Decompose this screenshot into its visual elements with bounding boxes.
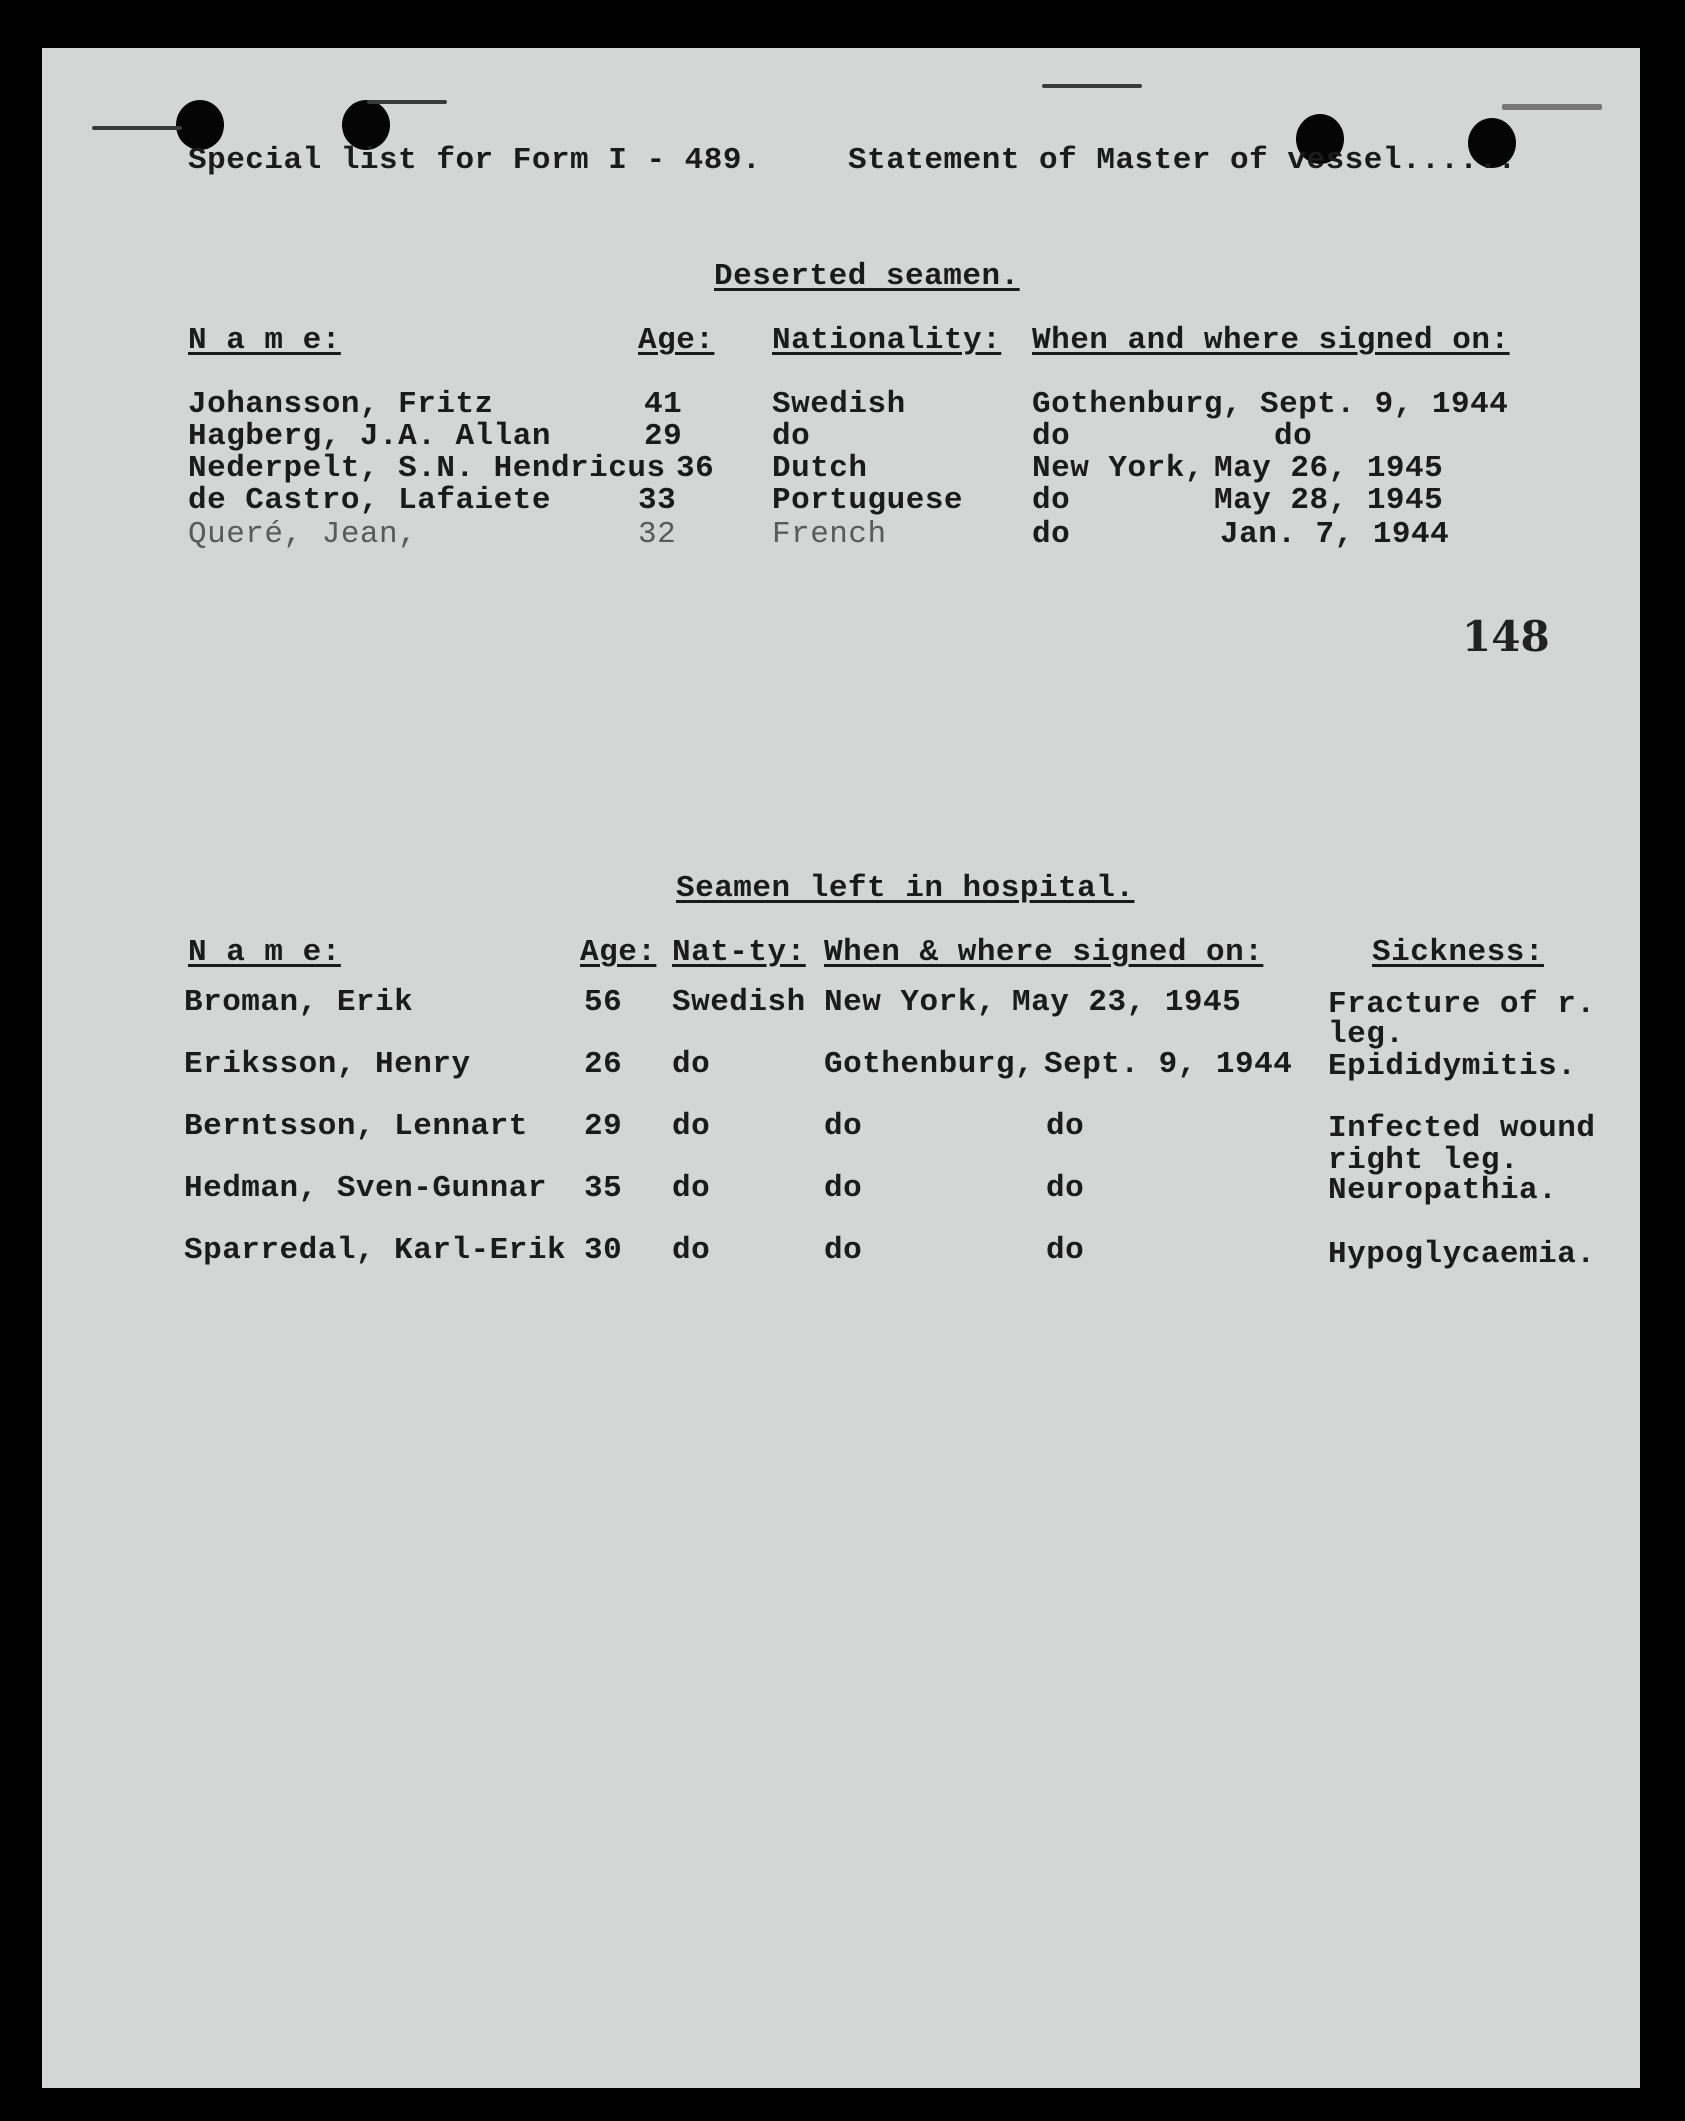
age-cell: 29 (644, 419, 683, 454)
place-cell: do (1032, 483, 1071, 518)
name-cell: de Castro, Lafaiete (188, 483, 551, 518)
age-cell: 29 (584, 1109, 623, 1144)
document-page (42, 48, 1640, 2088)
nationality-cell: Dutch (772, 451, 868, 486)
age-cell: 33 (638, 483, 677, 518)
smudge-mark (367, 100, 447, 104)
nationality-cell: do (672, 1047, 711, 1082)
age-cell: 32 (638, 517, 677, 552)
nationality-cell: do (672, 1109, 711, 1144)
age-cell: 56 (584, 985, 623, 1020)
deserted-title: Deserted seamen. (714, 259, 1020, 294)
nationality-cell: Portuguese (772, 483, 964, 518)
hospital-title: Seamen left in hospital. (676, 871, 1135, 906)
date-cell: Jan. 7, 1944 (1220, 517, 1450, 552)
sickness-cell: Epididymitis. (1328, 1049, 1577, 1084)
age-cell: 26 (584, 1047, 623, 1082)
name-cell: Nederpelt, S.N. Hendricus (188, 451, 666, 486)
date-cell: do (1046, 1233, 1085, 1268)
nationality-cell: Swedish (772, 387, 906, 422)
name-cell: Hedman, Sven-Gunnar (184, 1171, 547, 1206)
sickness-cell: Infected wound (1328, 1111, 1596, 1146)
place-cell: do (1032, 419, 1071, 454)
name-cell: Sparredal, Karl-Erik (184, 1233, 567, 1268)
date-cell: May 23, 1945 (1012, 985, 1242, 1020)
name-cell: Berntsson, Lennart (184, 1109, 528, 1144)
col-signed-on: When & where signed on: (824, 935, 1264, 970)
sickness-cell-cont: leg. (1328, 1017, 1405, 1052)
name-cell: Broman, Erik (184, 985, 414, 1020)
place-cell: do (824, 1233, 863, 1268)
date-cell: do (1274, 419, 1313, 454)
header-form-ref: Special list for Form I - 489. (188, 143, 762, 178)
nationality-cell: French (772, 517, 887, 552)
smudge-mark (1502, 104, 1602, 110)
col-signed-on: When and where signed on: (1032, 323, 1510, 358)
date-cell: do (1046, 1171, 1085, 1206)
smudge-mark (92, 126, 182, 130)
col-sickness: Sickness: (1372, 935, 1544, 970)
nationality-cell: do (672, 1171, 711, 1206)
place-cell: Gothenburg, (824, 1047, 1035, 1082)
age-cell: 36 (676, 451, 715, 486)
date-cell: Sept. 9, 1944 (1044, 1047, 1293, 1082)
header-statement: Statement of Master of vessel...... (848, 143, 1517, 178)
col-age: Age: (638, 323, 715, 358)
col-name: N a m e: (188, 935, 341, 970)
sickness-cell-cont: right leg. (1328, 1143, 1520, 1178)
date-cell: Sept. 9, 1944 (1260, 387, 1509, 422)
sickness-cell: Hypoglycaemia. (1328, 1237, 1596, 1272)
date-cell: May 26, 1945 (1214, 451, 1444, 486)
place-cell: Gothenburg, (1032, 387, 1243, 422)
place-cell: do (824, 1109, 863, 1144)
name-cell: Eriksson, Henry (184, 1047, 471, 1082)
col-name: N a m e: (188, 323, 341, 358)
age-cell: 41 (644, 387, 683, 422)
date-cell: May 28, 1945 (1214, 483, 1444, 518)
nationality-cell: do (672, 1233, 711, 1268)
age-cell: 35 (584, 1171, 623, 1206)
nationality-cell: do (772, 419, 811, 454)
col-nationality: Nationality: (772, 323, 1002, 358)
name-cell: Hagberg, J.A. Allan (188, 419, 551, 454)
nationality-cell: Swedish (672, 985, 806, 1020)
sickness-cell: Fracture of r. (1328, 987, 1596, 1022)
place-cell: New York, (1032, 451, 1204, 486)
name-cell: Johansson, Fritz (188, 387, 494, 422)
place-cell: New York, (824, 985, 996, 1020)
sickness-cell: Neuropathia. (1328, 1173, 1558, 1208)
col-age: Age: (580, 935, 657, 970)
page-number: 148 (1462, 612, 1550, 661)
name-cell: Queré, Jean, (188, 517, 418, 552)
smudge-mark (1042, 84, 1142, 88)
date-cell: do (1046, 1109, 1085, 1144)
place-cell: do (824, 1171, 863, 1206)
col-nationality: Nat-ty: (672, 935, 806, 970)
age-cell: 30 (584, 1233, 623, 1268)
place-cell: do (1032, 517, 1071, 552)
